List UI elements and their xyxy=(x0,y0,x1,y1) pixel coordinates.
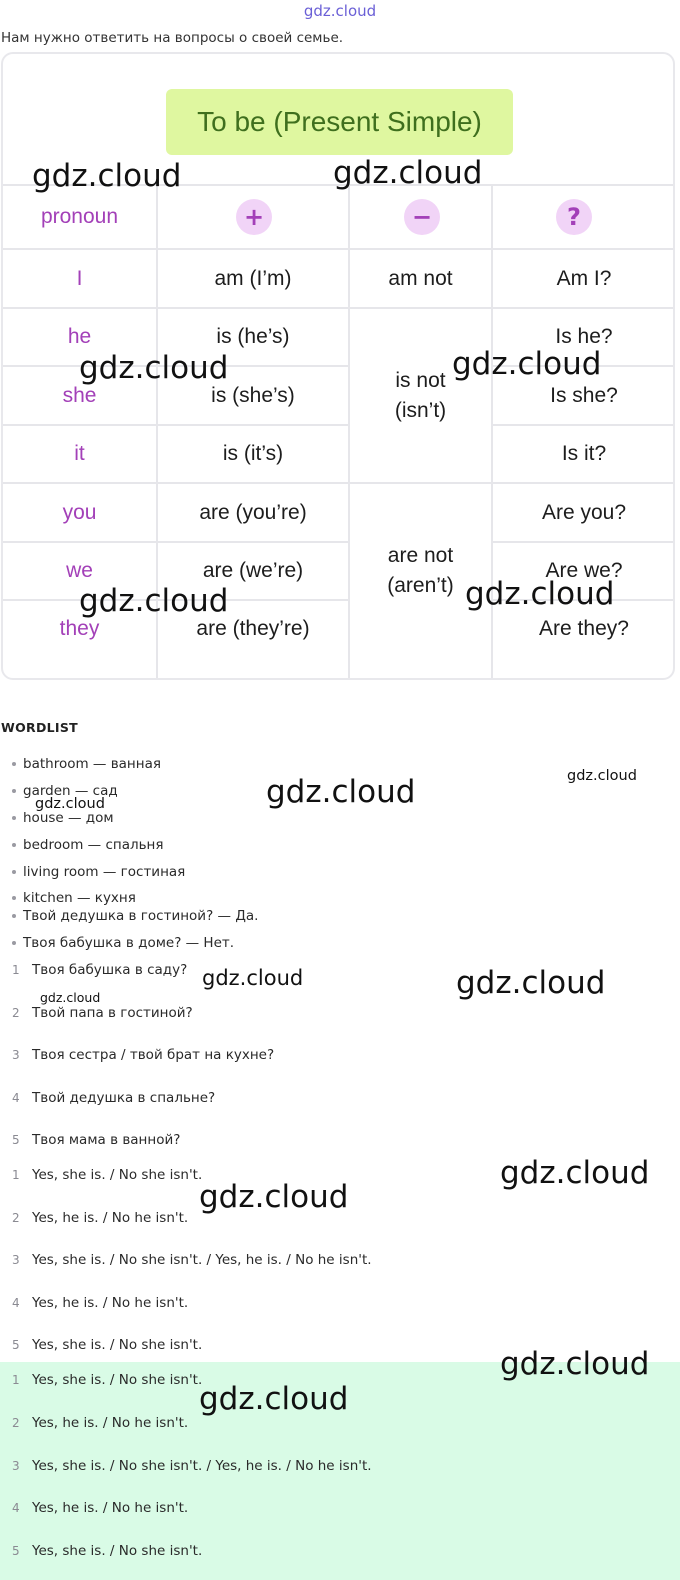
question-icon: ? xyxy=(556,199,592,235)
bullet-icon xyxy=(12,843,16,847)
list-item: garden — сад xyxy=(12,783,118,799)
question-cell: Are you? xyxy=(541,500,627,524)
answer-item: 5 Yes, she is. / No she isn't. xyxy=(12,1337,203,1353)
watermark: gdz.cloud xyxy=(79,583,229,619)
header-pronoun: pronoun xyxy=(40,205,119,229)
bullet-icon xyxy=(12,914,16,918)
positive-cell: is (it’s) xyxy=(222,442,284,466)
negative-cell-merged: is not (isn’t) xyxy=(394,369,447,422)
question-cell: Is he? xyxy=(555,325,613,349)
answer-item: 3 Yes, she is. / No she isn't. / Yes, he is. / No he isn't. xyxy=(12,1252,372,1268)
watermark: gdz.cloud xyxy=(79,350,229,386)
positive-cell: is (she’s) xyxy=(211,383,295,407)
positive-cell: is (he’s) xyxy=(216,325,290,349)
watermark: gdz.cloud xyxy=(32,158,182,194)
question-item: 2 Твой папа в гостиной? xyxy=(12,1005,193,1021)
watermark: gdz.cloud xyxy=(456,965,606,1001)
list-item: bathroom — ванная xyxy=(12,756,161,772)
question-item: 3 Твоя сестра / твой брат на кухне? xyxy=(12,1047,275,1063)
list-item: kitchen — кухня xyxy=(12,890,136,906)
bullet-icon xyxy=(12,870,16,874)
positive-cell: are (you’re) xyxy=(199,500,307,524)
pronoun-cell: you xyxy=(62,500,97,524)
positive-cell: am (I’m) xyxy=(214,266,292,290)
answer-item: 2 Yes, he is. / No he isn't. xyxy=(12,1210,189,1226)
positive-cell: are (they’re) xyxy=(196,617,310,641)
question-item: 5 Твоя мама в ванной? xyxy=(12,1132,181,1148)
watermark: gdz.cloud xyxy=(333,155,483,191)
bullet-icon xyxy=(12,762,16,766)
site-title[interactable]: gdz.cloud xyxy=(303,2,377,20)
list-item: bedroom — спальня xyxy=(12,837,164,853)
plus-icon: + xyxy=(236,199,272,235)
bullet-icon xyxy=(12,896,16,900)
question-cell: Is it? xyxy=(561,442,607,466)
watermark: gdz.cloud xyxy=(452,346,602,382)
watermark: gdz.cloud xyxy=(465,576,615,612)
positive-cell: are (we’re) xyxy=(202,559,304,583)
list-item: Твоя бабушка в доме? — Нет. xyxy=(12,935,234,951)
bullet-icon xyxy=(12,789,16,793)
answer-item-highlighted: 5 Yes, she is. / No she isn't. xyxy=(12,1543,203,1559)
question-cell: Am I? xyxy=(556,266,612,290)
watermark: gdz.cloud xyxy=(202,966,304,990)
minus-icon: − xyxy=(404,199,440,235)
list-item: Твой дедушка в гостиной? — Да. xyxy=(12,908,258,924)
pronoun-cell: she xyxy=(62,383,97,407)
pronoun-cell: he xyxy=(67,325,92,349)
question-item: 4 Твой дедушка в спальне? xyxy=(12,1090,216,1106)
answer-item: 1 Yes, she is. / No she isn't. xyxy=(12,1167,203,1183)
list-item: house — дом xyxy=(12,810,114,826)
watermark: gdz.cloud xyxy=(40,990,101,1005)
answer-item: 4 Yes, he is. / No he isn't. xyxy=(12,1295,189,1311)
watermark: gdz.cloud xyxy=(266,774,416,810)
question-cell: Are we? xyxy=(545,559,623,583)
question-item: 1 Твоя бабушка в саду? xyxy=(12,962,188,978)
question-cell: Are they? xyxy=(539,617,629,641)
question-cell: Is she? xyxy=(550,383,618,407)
watermark: gdz.cloud xyxy=(199,1179,349,1215)
list-item: living room — гостиная xyxy=(12,864,185,880)
answer-item-highlighted: 4 Yes, he is. / No he isn't. xyxy=(12,1500,189,1516)
bullet-icon xyxy=(12,816,16,820)
watermark: gdz.cloud xyxy=(500,1346,650,1382)
watermark: gdz.cloud xyxy=(500,1155,650,1191)
negative-cell-merged: are not (aren’t) xyxy=(387,544,454,597)
answer-item-highlighted: 2 Yes, he is. / No he isn't. xyxy=(12,1415,189,1431)
pronoun-cell: they xyxy=(59,617,100,641)
wordlist-title: WORDLIST xyxy=(1,720,78,735)
watermark: gdz.cloud xyxy=(567,768,637,784)
intro-text: Нам нужно ответить на вопросы о своей семье. xyxy=(1,30,344,46)
pronoun-cell: it xyxy=(74,442,85,466)
pronoun-cell: we xyxy=(66,559,93,583)
watermark: gdz.cloud xyxy=(35,796,105,812)
pronoun-cell: I xyxy=(76,266,83,290)
bullet-icon xyxy=(12,941,16,945)
watermark: gdz.cloud xyxy=(199,1381,349,1417)
table-banner: To be (Present Simple) xyxy=(166,89,513,155)
answer-item-highlighted: 1 Yes, she is. / No she isn't. xyxy=(12,1372,203,1388)
answer-item-highlighted: 3 Yes, she is. / No she isn't. / Yes, he is. / No he isn't. xyxy=(12,1458,372,1474)
negative-cell: am not xyxy=(388,266,453,290)
